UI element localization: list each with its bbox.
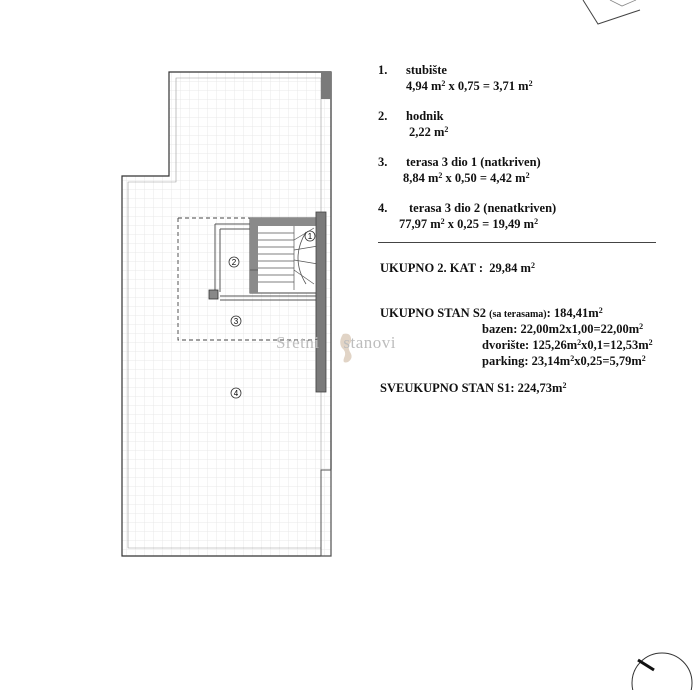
floor-outline — [122, 72, 331, 556]
total-parking: parking: $23,14m^2x0,25=5,79m^2$ — [482, 354, 646, 368]
room-label-3-text: 3 — [233, 317, 239, 326]
legend-item-4-num: 4. — [378, 201, 388, 215]
room-label-1-text: 1 — [307, 232, 313, 241]
wall-right — [316, 212, 326, 392]
column — [209, 290, 218, 299]
legend-item-3-name: terasa 3 dio 1 (natkriven) — [406, 155, 541, 169]
watermark-left: Sretni — [276, 333, 320, 352]
wall-upper-right — [321, 72, 331, 99]
legend-item-1-name: stubište — [406, 63, 447, 77]
legend-divider — [378, 242, 656, 243]
legend-item-3-num: 3. — [378, 155, 388, 169]
total-sveukupno: SVEUKUPNO STAN S1: $224,73m^2$ — [380, 381, 567, 395]
room-label-4 — [231, 388, 241, 398]
room-label-4-text: 4 — [233, 389, 239, 398]
legend-item-1-value: 4,94 $m^2$ x 0,75 = 3,71 $m^2$ — [406, 79, 533, 93]
total-bazen: bazen: $22,00m2x1,00=22,00m^2$ — [482, 322, 644, 336]
legend-item-2-name: hodnik — [406, 109, 444, 123]
total-floor: UKUPNO 2. KAT : 29,84 $m^2$ — [380, 261, 535, 275]
legend-item-2-num: 2. — [378, 109, 388, 123]
room-label-1 — [305, 231, 315, 241]
corner-fragment — [583, 0, 640, 24]
staircase — [250, 218, 322, 293]
legend-item-4-name: terasa 3 dio 2 (nenatkriven) — [409, 201, 557, 215]
room-label-3 — [231, 316, 241, 326]
legend-item-4-value: 77,97 $m^2$ x 0,25 = 19,49 $m^2$ — [399, 217, 539, 231]
room-label-2 — [229, 257, 239, 267]
legend-item-3-value: 8,84 $m^2$ x 0,50 = 4,42 $m^2$ — [403, 171, 530, 185]
watermark — [276, 333, 396, 353]
north-arrow-icon — [632, 653, 692, 690]
legend-item-1-num: 1. — [378, 63, 388, 77]
watermark-right: stanovi — [343, 333, 396, 352]
total-dvoriste: dvorište: $125,26m^2x0,1=12,53m^2$ — [482, 338, 653, 352]
room-label-2-text: 2 — [231, 258, 237, 267]
legend-item-2-value: 2,22 $m^2$ — [409, 125, 449, 139]
total-stan-s2: UKUPNO STAN S2 (sa terasama): $184,41m^2$ — [380, 306, 603, 320]
